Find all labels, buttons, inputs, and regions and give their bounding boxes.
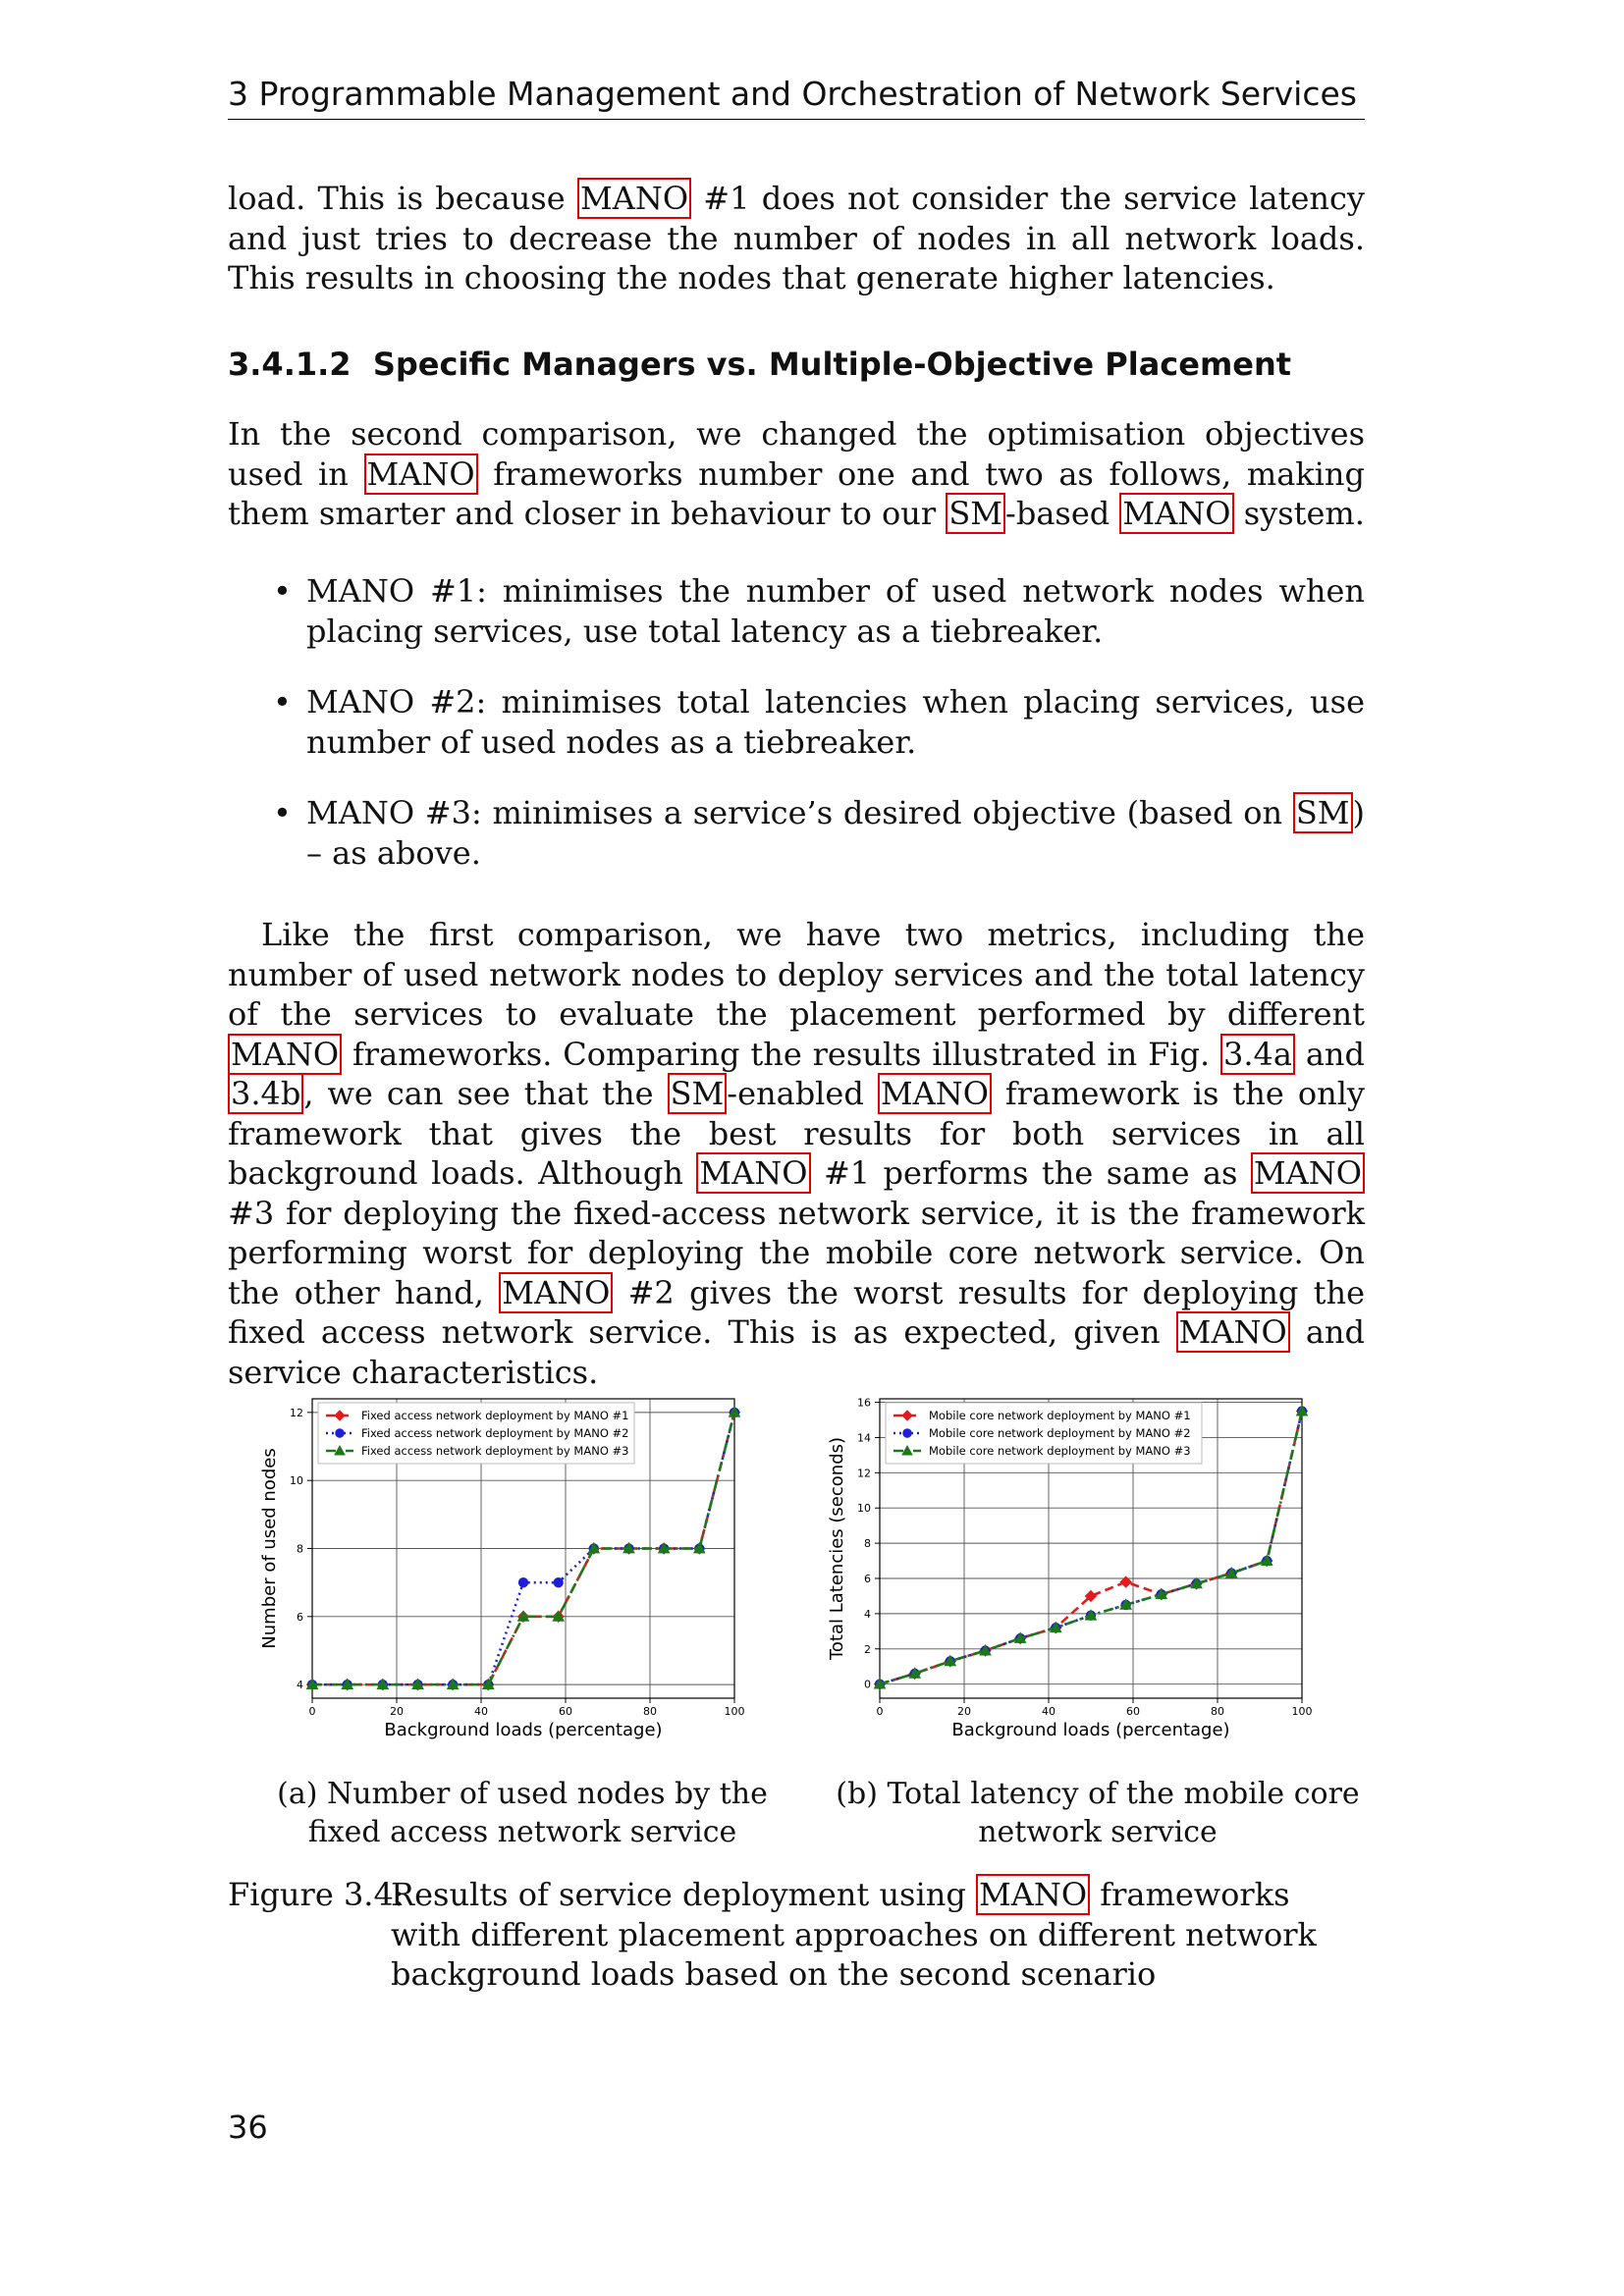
text-run: frameworks with different placement approaches on different network background loads based on the second scenario	[391, 1876, 1317, 1993]
legend-marker	[336, 1429, 345, 1438]
x-tick-label: 60	[1126, 1705, 1140, 1718]
text-run: load. This is because	[228, 180, 577, 217]
bullet-icon: •	[273, 794, 292, 831]
text-run: MANO #2: minimises total latencies when placing services, use number of used nodes as a tiebreaker.	[306, 683, 1365, 761]
acronym-link-sm[interactable]: SM	[1293, 792, 1353, 833]
y-tick-label: 4	[297, 1679, 303, 1692]
y-axis-label: Total Latencies (seconds)	[827, 1436, 847, 1661]
section-heading	[228, 346, 1291, 383]
y-axis-label: Number of used nodes	[259, 1448, 280, 1649]
x-tick-label: 20	[957, 1705, 971, 1718]
text-run: #2 gives the worst results for deploying the fixed access network service. This is as expected, given	[228, 1273, 1366, 1351]
chart-fixed-access-nodes	[245, 1389, 756, 1767]
y-tick-label: 2	[864, 1642, 871, 1656]
chart-mobile-core-latency	[813, 1389, 1324, 1767]
subfigure-caption-a: (a) Number of used nodes by the fixed access network service	[277, 1777, 768, 1849]
legend-entry: Mobile core network deployment by MANO #3	[929, 1444, 1191, 1458]
legend-marker	[903, 1429, 912, 1438]
list-item	[228, 571, 1365, 651]
y-tick-label: 16	[857, 1396, 871, 1410]
text-run: Like the first comparison, we have two metrics, including the number of used network nodes to deploy services and the total latency of the services to evaluate the placement performed by different	[228, 916, 1365, 1033]
paragraph-comparison	[228, 414, 1365, 534]
text-run: , we can see that the	[303, 1075, 668, 1112]
text-run: system.	[1233, 495, 1365, 532]
x-tick-label: 100	[724, 1705, 745, 1718]
bullet-list	[228, 571, 1365, 904]
text-run: MANO #1: minimises the number of used network nodes when placing services, use total latency as a tiebreaker.	[306, 572, 1365, 650]
bullet-icon: •	[273, 572, 292, 610]
x-tick-label: 0	[876, 1705, 884, 1718]
acronym-link-mano[interactable]: MANO	[1251, 1152, 1365, 1194]
text-run: ) – as above.	[306, 794, 1365, 872]
acronym-link-mano[interactable]: MANO	[577, 178, 691, 219]
text-run: -based	[1005, 495, 1120, 532]
section-title: Specific Managers vs. Multiple-Objective Placement	[372, 346, 1292, 383]
acronym-link-mano[interactable]: MANO	[228, 1034, 342, 1075]
text-run: frameworks. Comparing the results illustrated in Fig.	[342, 1035, 1221, 1073]
text-run: #3 for deploying the fixed-access network service, it is the framework performing worst for deploying the mobile core network service. On the other hand,	[228, 1194, 1365, 1311]
acronym-link-mano[interactable]: MANO	[878, 1073, 992, 1114]
legend-entry: Mobile core network deployment by MANO #2	[929, 1426, 1191, 1440]
subfigure-caption-b: (b) Total latency of the mobile core network service	[836, 1777, 1360, 1849]
text-run: MANO #3: minimises a service’s desired objective (based on	[306, 794, 1293, 831]
y-tick-label: 8	[297, 1542, 303, 1556]
list-item	[228, 793, 1365, 873]
y-tick-label: 10	[857, 1502, 871, 1516]
text-run: frameworks number one and two as follows, making them smarter and closer in behaviour to our	[228, 454, 1366, 532]
acronym-link-sm[interactable]: SM	[946, 493, 1005, 534]
list-item	[228, 682, 1365, 762]
acronym-link-mano[interactable]: MANO	[976, 1874, 1090, 1915]
y-tick-label: 8	[864, 1537, 871, 1551]
text-run: #1 performs the same as	[810, 1154, 1251, 1192]
y-tick-label: 10	[290, 1474, 303, 1488]
bullet-icon: •	[273, 683, 292, 721]
acronym-link-mano[interactable]: MANO	[1176, 1311, 1290, 1353]
y-tick-label: 4	[864, 1607, 871, 1621]
y-tick-label: 12	[290, 1406, 303, 1419]
acronym-link-mano[interactable]: MANO	[1119, 493, 1233, 534]
y-tick-label: 0	[864, 1678, 871, 1691]
legend-entry: Fixed access network deployment by MANO #3	[361, 1444, 629, 1458]
y-tick-label: 6	[297, 1610, 303, 1624]
section-number: 3.4.1.2	[228, 346, 352, 383]
acronym-link-mano[interactable]: MANO	[499, 1272, 613, 1313]
figure-label: Figure 3.4:	[228, 1876, 405, 1913]
data-point	[554, 1577, 563, 1586]
x-tick-label: 60	[559, 1705, 572, 1718]
legend-entry: Fixed access network deployment by MANO #1	[361, 1409, 629, 1422]
data-point	[518, 1577, 527, 1586]
running-header: 3 Programmable Management and Orchestration of Network Services	[228, 75, 1365, 120]
figure-ref-3-4b[interactable]: 3.4b	[228, 1073, 303, 1114]
y-tick-label: 6	[864, 1573, 871, 1585]
paragraph-intro	[228, 179, 1365, 298]
x-tick-label: 40	[474, 1705, 488, 1718]
legend-entry: Fixed access network deployment by MANO #2	[361, 1426, 629, 1440]
x-axis-label: Background loads (percentage)	[951, 1720, 1230, 1740]
text-run: #1 does not consider the service latency and just tries to decrease the number of nodes in all network loads. This results in choosing the nodes that generate higher latencies.	[228, 180, 1366, 296]
paragraph-results	[228, 915, 1365, 1392]
acronym-link-mano[interactable]: MANO	[696, 1152, 810, 1194]
acronym-link-mano[interactable]: MANO	[364, 454, 478, 495]
x-tick-label: 40	[1042, 1705, 1056, 1718]
x-axis-label: Background loads (percentage)	[384, 1720, 663, 1740]
text-run: and	[1294, 1035, 1366, 1073]
text-run: -enabled	[727, 1075, 878, 1112]
acronym-link-sm[interactable]: SM	[668, 1073, 728, 1114]
text-run: In the second comparison, we changed the optimisation objectives used in	[228, 415, 1365, 493]
x-tick-label: 0	[308, 1705, 316, 1718]
text-run: Results of service deployment using	[391, 1876, 976, 1913]
figure-caption	[228, 1875, 1365, 1995]
x-tick-label: 80	[643, 1705, 657, 1718]
x-tick-label: 100	[1291, 1705, 1313, 1718]
figure-ref-3-4a[interactable]: 3.4a	[1220, 1034, 1295, 1075]
y-tick-label: 12	[857, 1467, 871, 1480]
y-tick-label: 14	[857, 1431, 871, 1445]
legend-entry: Mobile core network deployment by MANO #1	[929, 1409, 1191, 1422]
x-tick-label: 20	[390, 1705, 404, 1718]
page-number: 36	[228, 2109, 268, 2146]
text-run: framework is the only framework that gives the best results for both services in all background loads. Although	[228, 1075, 1366, 1192]
text-run: and service characteristics.	[228, 1313, 1366, 1391]
x-tick-label: 80	[1211, 1705, 1224, 1718]
